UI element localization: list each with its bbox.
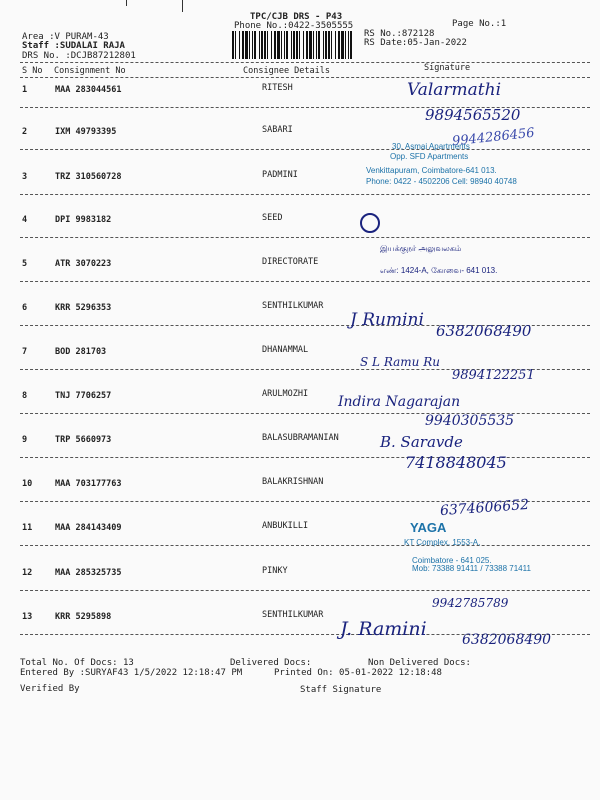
phone-row-2: 9944286456 (451, 125, 536, 150)
phone-row-10: 6374606652 (439, 496, 530, 520)
staff-signature: Staff Signature (300, 685, 382, 695)
rs-number: RS No.:872128 (364, 29, 435, 39)
staff-label: Staff :SUDALAI RAJA (22, 41, 125, 51)
row-consignee: DHANAMMAL (262, 345, 309, 355)
rs-date: RS Date:05-Jan-2022 (364, 38, 467, 48)
row-separator (20, 237, 590, 238)
row-sno: 13 (22, 612, 33, 622)
report-title: TPC/CJB DRS - P43 (250, 12, 343, 22)
row-consignee: SABARI (262, 125, 293, 135)
row-consignee: PINKY (262, 566, 288, 576)
verified-by: Verified By (20, 684, 80, 694)
signature-row-7: S L Ramu Ru (360, 355, 440, 369)
stamp-line: இயக்குநர் அலுவலகம் (380, 244, 462, 253)
row-separator (20, 590, 590, 591)
row-consignment: BOD 281703 (55, 347, 107, 357)
phone-row-9: 7418848045 (405, 453, 507, 472)
phone-row-13: 6382068490 (462, 632, 552, 648)
signature-row-8: Indira Nagarajan (338, 394, 461, 410)
signature-row-9: B. Saravde (380, 433, 463, 451)
column-header-consignee: Consignee Details (243, 66, 330, 76)
stamp-line: 30, Asmai Apartments (392, 142, 470, 151)
stamp-line: எண்: 1424-A, கோவை- 641 013. (380, 266, 498, 275)
row-sno: 1 (22, 85, 28, 95)
row-consignment: KRR 5296353 (55, 303, 112, 313)
row-consignee: SENTHILKUMAR (262, 610, 324, 620)
row-consignment: TRP 5660973 (55, 435, 112, 445)
fold-mark (126, 0, 127, 6)
signature-row-1: Valarmathi (407, 80, 502, 100)
row-separator (20, 149, 590, 150)
row-consignment: MAA 283044561 (55, 85, 122, 95)
row-consignee: DIRECTORATE (262, 257, 319, 267)
entered-by: Entered By :SURYAF43 1/5/2022 12:18:47 PM (20, 668, 243, 678)
phone-row-12: 9942785789 (432, 596, 509, 610)
row-sno: 9 (22, 435, 28, 445)
stamp-line: Coimbatore - 641 025. (412, 556, 492, 565)
printed-on: Printed On: 05-01-2022 12:18:48 (274, 668, 442, 678)
row-sno: 12 (22, 568, 33, 578)
separator (20, 77, 590, 78)
stamp-line: Phone: 0422 - 4502206 Cell: 98940 40748 (366, 177, 517, 186)
row-consignment: ATR 3070223 (55, 259, 112, 269)
delivered-docs: Delivered Docs: (230, 658, 312, 668)
row-sno: 8 (22, 391, 28, 401)
phone-row-1: 9894565520 (425, 106, 521, 124)
stamp-line: Opp. SFD Apartments (390, 152, 469, 161)
total-docs: Total No. Of Docs: 13 (20, 658, 134, 668)
row-sno: 2 (22, 127, 28, 137)
row-consignee: SENTHILKUMAR (262, 301, 324, 311)
row-sno: 10 (22, 479, 33, 489)
row-consignment: KRR 5295898 (55, 612, 112, 622)
barcode (232, 31, 354, 59)
signature-row-6: J Rumini (350, 310, 424, 330)
column-header-signature: Signature (424, 63, 471, 73)
row-consignment: IXM 49793395 (55, 127, 117, 137)
row-consignment: TRZ 310560728 (55, 172, 122, 182)
row-sno: 6 (22, 303, 28, 313)
row-consignment: MAA 284143409 (55, 523, 122, 533)
phone-row-6: 6382068490 (436, 322, 532, 340)
stamp-line: Mob: 73388 91411 / 73388 71411 (412, 564, 531, 573)
row-sno: 7 (22, 347, 28, 357)
drs-number: DRS No. :DCJB87212801 (22, 51, 136, 61)
non-delivered-docs: Non Delivered Docs: (368, 658, 471, 668)
row-consignment: TNJ 7706257 (55, 391, 112, 401)
separator (20, 62, 590, 63)
row-separator (20, 281, 590, 282)
fold-mark (182, 0, 183, 12)
row-consignment: DPI 9983182 (55, 215, 112, 225)
row-sno: 4 (22, 215, 28, 225)
area-label: Area :V PURAM-43 (22, 32, 109, 42)
stamp-line: KT Complex, 1553-A, (404, 538, 481, 547)
row-separator (20, 194, 590, 195)
stamp-seal (360, 213, 380, 233)
phone-row-8: 9940305535 (425, 413, 515, 429)
row-consignee: ANBUKILLI (262, 521, 309, 531)
row-consignee: BALASUBRAMANIAN (262, 433, 339, 443)
stamp-line: YAGA (410, 520, 447, 535)
signature-row-13: J. Ramini (340, 618, 427, 640)
row-separator (20, 545, 590, 546)
column-header-consignment: Consignment No (54, 66, 126, 76)
row-consignee: RITESH (262, 83, 293, 93)
row-consignee: BALAKRISHNAN (262, 477, 324, 487)
row-sno: 11 (22, 523, 33, 533)
row-consignee: PADMINI (262, 170, 298, 180)
row-sno: 3 (22, 172, 28, 182)
row-sno: 5 (22, 259, 28, 269)
column-header-sno: S No (22, 66, 43, 76)
phone-row-7: 9894122251 (452, 368, 535, 383)
row-consignee: ARULMOZHI (262, 389, 309, 399)
phone-number: Phone No.:0422-3505555 (234, 21, 354, 31)
row-consignee: SEED (262, 213, 283, 223)
page-number: Page No.:1 (452, 19, 507, 29)
row-consignment: MAA 703177763 (55, 479, 122, 489)
row-consignment: MAA 285325735 (55, 568, 122, 578)
stamp-line: Venkittapuram, Coimbatore-641 013. (366, 166, 497, 175)
